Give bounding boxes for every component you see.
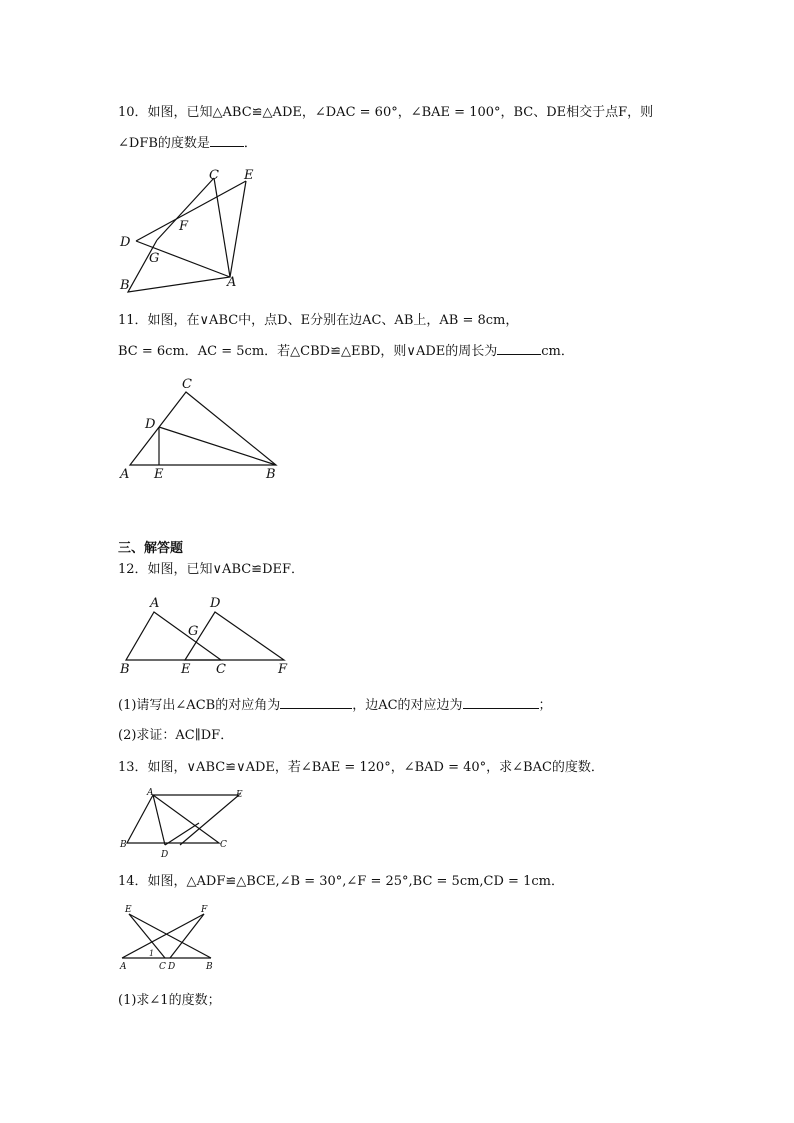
q14-label-e: E [125, 905, 132, 915]
q12-label-b: B [120, 662, 130, 677]
q10-label-b: B [120, 278, 130, 293]
q11-label-e: E [154, 467, 164, 482]
q10-text-line1: 10．如图，已知△ABC≌△ADE，∠DAC = 60°，∠BAE = 100°，BC、DE相交于点F，则 [118, 105, 654, 120]
q10-label-e: E [244, 168, 254, 183]
q11-label-c: C [182, 377, 192, 392]
q12-label-f: F [278, 662, 288, 677]
q14-label-a: A [120, 962, 127, 972]
q10-figure [110, 165, 270, 295]
q12-triangle-def [185, 612, 284, 660]
q14-part1: (1)求∠1的度数； [118, 993, 221, 1008]
q14-figure [115, 900, 225, 975]
q10-prompt: ∠DFB的度数是 [118, 136, 210, 151]
q12-label-e: E [181, 662, 191, 677]
q10-line-ed [136, 181, 246, 241]
q13-figure [115, 785, 255, 865]
q11-text-line2 [118, 342, 574, 361]
q10-label-g: G [149, 251, 160, 266]
q10-label-d: D [120, 235, 131, 250]
q14-text-line1: 14．如图，△ADF≌△BCE,∠B = 30°,∠F = 25°,BC = 5cm,CD = 1cm． [118, 874, 564, 889]
q11-label-a: A [120, 467, 130, 482]
q12-part1-prompt: (1)请写出∠ACB的对应角为 [118, 698, 281, 713]
q12-text-line1: 12．如图，已知∨ABC≌DEF． [118, 562, 305, 577]
q10-line-c-a-b-f [128, 178, 230, 292]
q13-label-b: B [120, 840, 127, 850]
q11-figure [115, 375, 290, 485]
q14-label-b: B [206, 962, 213, 972]
q10-text-line2 [118, 134, 257, 153]
q12-part1-blank-angle [280, 696, 352, 709]
q11-label-d: D [145, 417, 156, 432]
q11-answer-blank [497, 342, 541, 355]
q14-label-c: C [159, 962, 166, 972]
q13-label-c: C [220, 840, 227, 850]
q12-part2: (2)求证：AC∥DF． [118, 728, 234, 743]
q14-label-d: D [168, 962, 176, 972]
q11-label-b: B [266, 467, 276, 482]
q12-figure [115, 595, 300, 680]
q13-text-line1: 13．如图，∨ABC≌∨ADE，若∠BAE = 120°，∠BAD = 40°，求∠BAC的度数． [118, 760, 604, 775]
q14-label-angle-1: 1 [149, 949, 155, 958]
q12-part1 [118, 696, 552, 715]
q12-part1-blank-side [463, 696, 539, 709]
q13-line-a-e-d [153, 795, 239, 845]
q11-unit: cm． [541, 344, 574, 359]
q11-prompt: BC = 6cm．AC = 5cm．若△CBD≌△EBD，则∨ADE的周长为 [118, 344, 498, 359]
q11-text-line1: 11．如图，在∨ABC中，点D、E分别在边AC、AB上，AB = 8cm， [118, 313, 519, 328]
q13-label-a: A [147, 788, 154, 798]
q12-label-a: A [150, 596, 160, 611]
q10-label-a: A [227, 275, 237, 290]
q13-label-d: D [161, 850, 169, 860]
q12-part1-mid: ，边AC的对应边为 [352, 698, 463, 713]
q10-line-ea [230, 181, 246, 277]
q11-line-db [159, 427, 276, 465]
q10-label-c: C [209, 168, 219, 183]
q13-triangle-abc [127, 795, 219, 843]
section-answer-questions: 三、解答题 [118, 541, 184, 556]
q10-answer-blank [210, 134, 244, 147]
q12-triangle-abc [126, 612, 221, 660]
q12-label-c: C [216, 662, 226, 677]
q10-label-f: F [179, 219, 189, 234]
q13-label-e: E [236, 790, 243, 800]
q14-label-f: F [201, 905, 208, 915]
q12-label-g: G [188, 624, 199, 639]
q12-part1-end: ； [538, 698, 552, 713]
q10-period: ． [243, 136, 257, 151]
q12-label-d: D [210, 596, 221, 611]
